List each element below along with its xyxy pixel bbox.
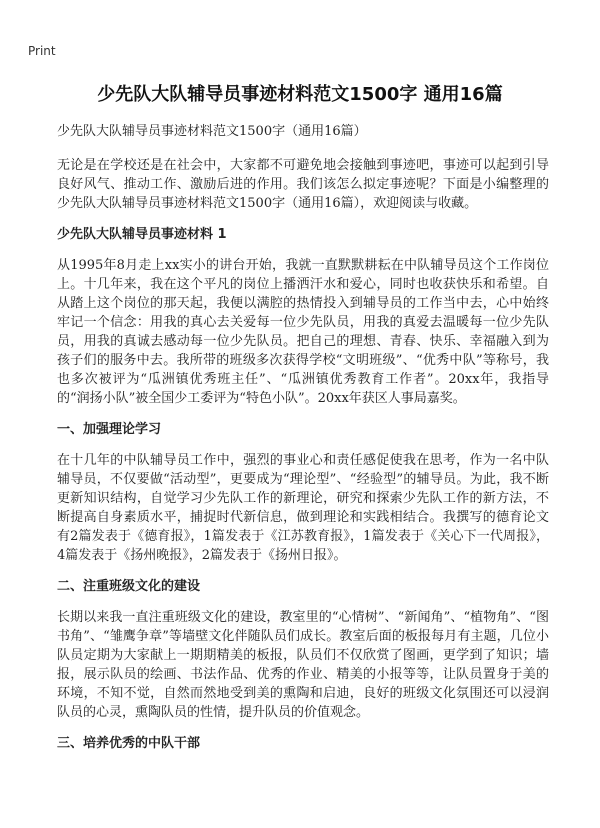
section-paragraph-3: 长期以来我一直注重班级文化的建设，教室里的“心情树”、“新闻角”、“植物角”、“图书角”、“雏鹰争章”等墙壁文化伴随队员们成长。教室后面的板报每月有主题，几位小队员定期为大家献上一期期精美的板报，队员们不仅欣赏了图画，更学到了知识；墙报，展示队员的绘画、书法作品、优秀的作业、精美的小报等等，让队员置身于美的环境，不知不觉，自然而然地受到美的熏陶和启迪，良好的班级文化氛围还可以浸润队员的心灵，熏陶队员的性情，提升队员的价值观念。 [57, 610, 549, 720]
section-heading-2: 一、加强理论学习 [57, 422, 162, 437]
section-paragraph-1: 从1995年8月走上xx实小的讲台开始，我就一直默默耕耘在中队辅导员这个工作岗位上。十几年来，我在这个平凡的岗位上播洒汗水和爱心，同时也收获快乐和希望。自从踏上这个岗位的那天起，我便以满腔的热情投入到辅导员的工作当中去，心中始终牢记一个信念：用我的真心去关爱每一位少先队员，用我的真爱去温暖每一位少先队员，用我的真诚去感动每一位少先队员。把自己的理想、青春、快乐、幸福融入到为孩子们的服务中去。我所带的班级多次获得学校“文明班级”、“优秀中队”等称号，我也多次被评为“瓜洲镇优秀班主任”、“瓜洲镇优秀教育工作者”。20xx年，我指导的“润扬小队”被全国少工委评为“特色小队”。20xx年获区人事局嘉奖。 [57, 258, 549, 406]
article-body [57, 122, 549, 765]
page-title: 少先队大队辅导员事迹材料范文1500字 通用16篇 [97, 84, 503, 105]
section-paragraph-2: 在十几年的中队辅导员工作中，强烈的事业心和责任感促使我在思考，作为一名中队辅导员，不仅要做“活动型”，更要成为“理论型”、“经验型”的辅导员。为此，我不断更新知识结构，自觉学习少先队工作的新理论，研究和探索少先队工作的新方法，不断提高自身素质水平，捕捉时代新信息，做到理论和实践相结合。我撰写的德育论文有2篇发表于《德育报》，1篇发表于《江苏教育报》，1篇发表于《关心下一代周报》，4篇发表于《扬州晚报》，2篇发表于《扬州日报》。 [57, 453, 549, 563]
section-heading-4: 三、培养优秀的中队干部 [57, 736, 201, 751]
section-heading-3: 二、注重班级文化的建设 [57, 579, 201, 594]
section-heading-1: 少先队大队辅导员事迹材料 1 [57, 227, 227, 242]
print-link[interactable]: Print [28, 44, 56, 58]
article-subtitle: 少先队大队辅导员事迹材料范文1500字（通用16篇） [57, 124, 367, 139]
intro-paragraph: 无论是在学校还是在社会中，大家都不可避免地会接触到事迹吧，事迹可以起到引导良好风气、推动工作、激励后进的作用。我们该怎么拟定事迹呢？下面是小编整理的少先队大队辅导员事迹材料范文1500字（通用16篇），欢迎阅读与收藏。 [57, 158, 549, 211]
